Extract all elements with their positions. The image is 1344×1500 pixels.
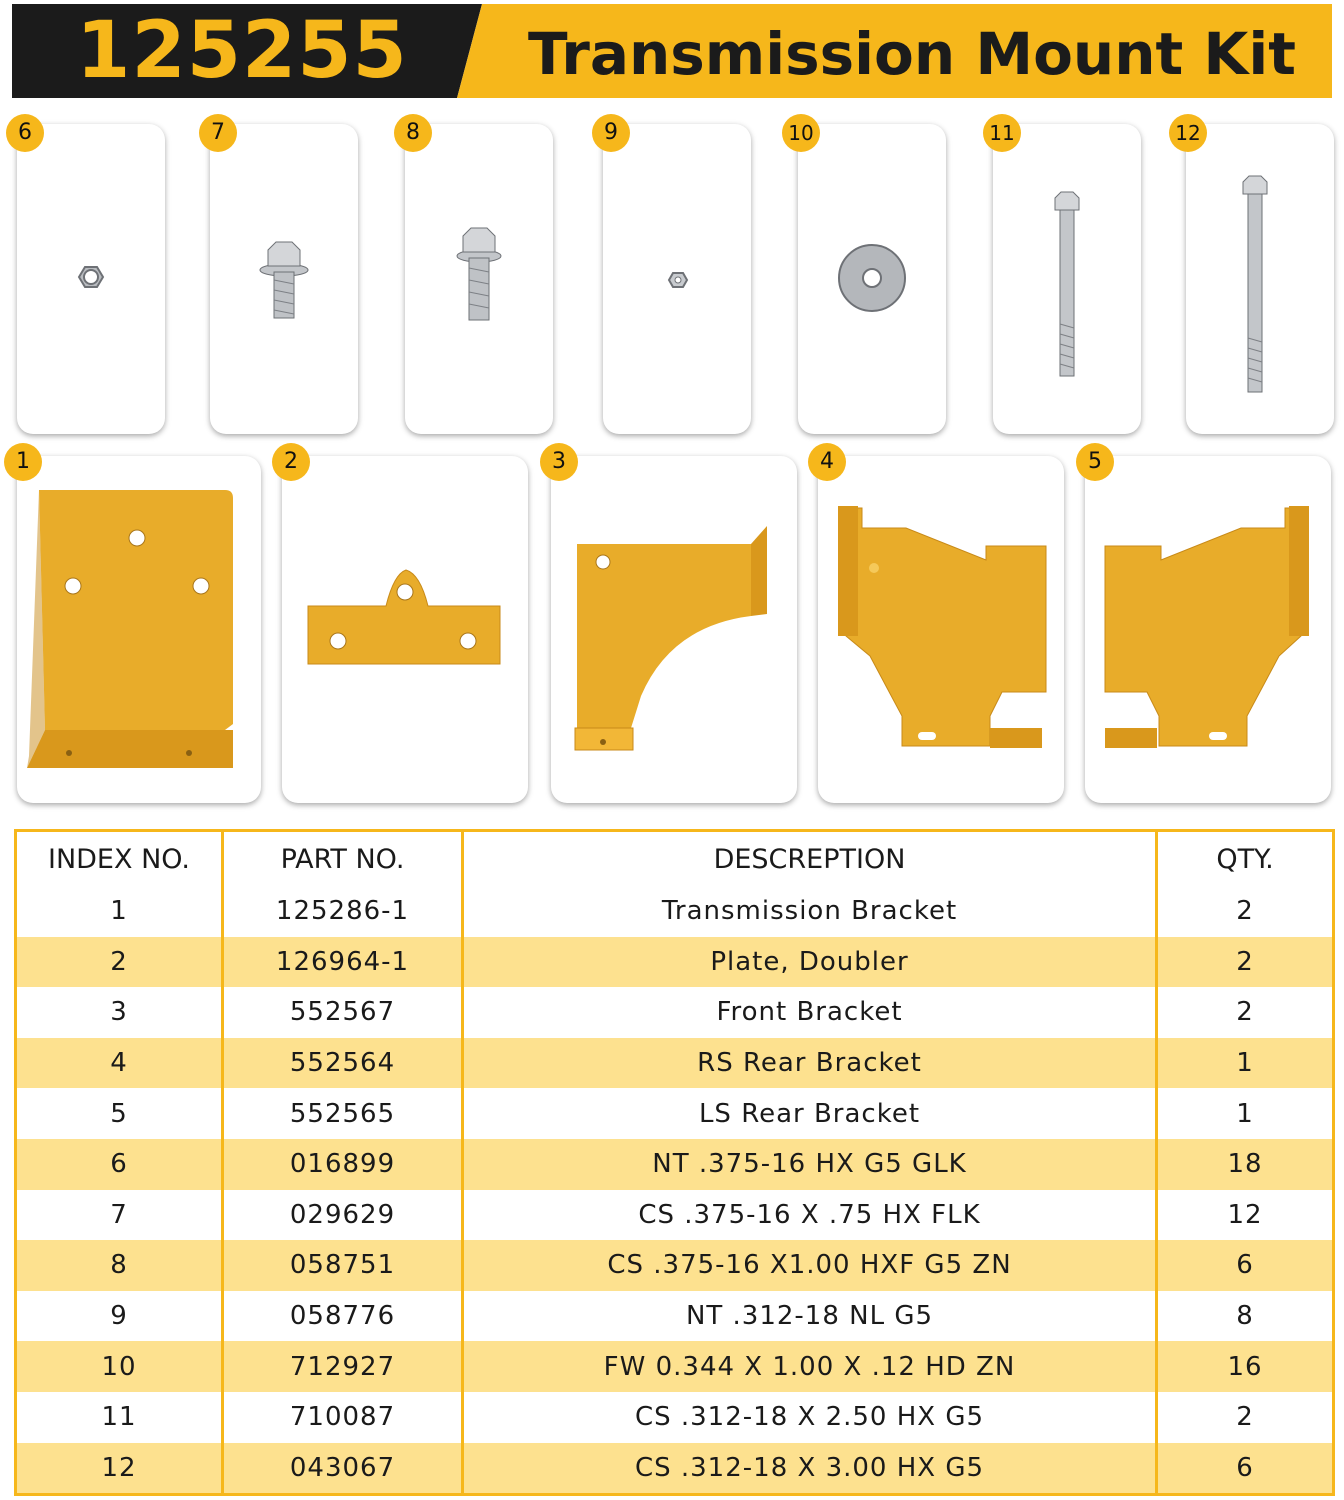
rs-rear-bracket-icon — [818, 456, 1064, 803]
table-row — [16, 1139, 1334, 1190]
cell-qty: 6 — [1157, 1240, 1334, 1291]
table-row — [16, 886, 1334, 937]
bracket-card-5 — [1085, 456, 1331, 803]
cell-description: CS .375-16 X .75 HX FLK — [463, 1190, 1157, 1241]
index-badge-12: 12 — [1169, 114, 1207, 152]
cell-qty: 2 — [1157, 886, 1334, 937]
cell-part-no: 712927 — [223, 1341, 463, 1392]
bracket-card-1 — [17, 456, 261, 803]
header-qty: QTY. — [1157, 831, 1334, 887]
index-badge-4: 4 — [808, 443, 846, 481]
cell-index: 8 — [16, 1240, 223, 1291]
cell-part-no: 552564 — [223, 1038, 463, 1089]
cell-description: FW 0.344 X 1.00 X .12 HD ZN — [463, 1341, 1157, 1392]
table-row — [16, 937, 1334, 988]
cell-description: NT .312-18 NL G5 — [463, 1291, 1157, 1342]
cell-index: 2 — [16, 937, 223, 988]
cell-index: 12 — [16, 1443, 223, 1495]
bracket-card-3 — [551, 456, 797, 803]
index-badge-6: 6 — [6, 114, 44, 152]
flange-bolt-icon — [405, 124, 553, 434]
header-index-no: INDEX NO. — [16, 831, 223, 887]
table-row — [16, 1038, 1334, 1089]
header-description: DESCREPTION — [463, 831, 1157, 887]
index-badge-8: 8 — [394, 114, 432, 152]
table-row — [16, 1443, 1334, 1495]
cell-qty: 8 — [1157, 1291, 1334, 1342]
index-badge-7: 7 — [199, 114, 237, 152]
bracket-card-2 — [282, 456, 528, 803]
cell-part-no: 043067 — [223, 1443, 463, 1495]
index-badge-10: 10 — [782, 114, 820, 152]
cell-part-no: 058776 — [223, 1291, 463, 1342]
index-badge-3: 3 — [540, 443, 578, 481]
cell-index: 4 — [16, 1038, 223, 1089]
transmission-bracket-icon — [17, 456, 261, 803]
cell-description: CS .312-18 X 2.50 HX G5 — [463, 1392, 1157, 1443]
long-bolt-icon — [993, 124, 1141, 434]
hardware-card-6 — [17, 124, 165, 434]
table-row — [16, 1240, 1334, 1291]
cell-index: 1 — [16, 886, 223, 937]
cell-qty: 1 — [1157, 1088, 1334, 1139]
table-row — [16, 1392, 1334, 1443]
bracket-card-4 — [818, 456, 1064, 803]
cell-description: LS Rear Bracket — [463, 1088, 1157, 1139]
cell-part-no: 710087 — [223, 1392, 463, 1443]
cell-description: RS Rear Bracket — [463, 1038, 1157, 1089]
parts-table — [14, 829, 1335, 1496]
kit-part-number: 125255 — [76, 6, 408, 96]
table-row — [16, 1341, 1334, 1392]
table-row — [16, 1088, 1334, 1139]
cell-index: 11 — [16, 1392, 223, 1443]
hardware-card-8 — [405, 124, 553, 434]
index-badge-9: 9 — [592, 114, 630, 152]
cell-description: CS .312-18 X 3.00 HX G5 — [463, 1443, 1157, 1495]
hardware-card-12 — [1186, 124, 1334, 434]
hardware-card-10 — [798, 124, 946, 434]
cell-part-no: 029629 — [223, 1190, 463, 1241]
cell-part-no: 126964-1 — [223, 937, 463, 988]
hardware-card-9 — [603, 124, 751, 434]
cell-index: 10 — [16, 1341, 223, 1392]
cell-description: Front Bracket — [463, 987, 1157, 1038]
index-badge-11: 11 — [983, 114, 1021, 152]
cell-part-no: 552567 — [223, 987, 463, 1038]
cell-part-no: 058751 — [223, 1240, 463, 1291]
hardware-card-7 — [210, 124, 358, 434]
table-header-row — [16, 831, 1334, 887]
front-bracket-icon — [551, 456, 797, 803]
cell-part-no: 125286-1 — [223, 886, 463, 937]
cell-index: 3 — [16, 987, 223, 1038]
cell-description: NT .375-16 HX G5 GLK — [463, 1139, 1157, 1190]
cell-index: 5 — [16, 1088, 223, 1139]
cell-description: Transmission Bracket — [463, 886, 1157, 937]
cell-qty: 2 — [1157, 937, 1334, 988]
cell-qty: 18 — [1157, 1139, 1334, 1190]
table-row — [16, 1190, 1334, 1241]
cell-qty: 6 — [1157, 1443, 1334, 1495]
cell-description: Plate, Doubler — [463, 937, 1157, 988]
cell-part-no: 016899 — [223, 1139, 463, 1190]
cell-index: 7 — [16, 1190, 223, 1241]
index-badge-1: 1 — [4, 443, 42, 481]
header-part-no: PART NO. — [223, 831, 463, 887]
long-bolt-icon — [1186, 124, 1334, 434]
flat-washer-icon — [798, 124, 946, 434]
cell-qty: 16 — [1157, 1341, 1334, 1392]
small-nut-icon — [603, 124, 751, 434]
index-badge-2: 2 — [272, 443, 310, 481]
cell-description: CS .375-16 X1.00 HXF G5 ZN — [463, 1240, 1157, 1291]
hex-nut-icon — [17, 124, 165, 434]
table-row — [16, 1291, 1334, 1342]
kit-title: Transmission Mount Kit — [528, 20, 1296, 88]
title-banner — [12, 4, 1332, 98]
doubler-plate-icon — [282, 456, 528, 803]
cell-index: 9 — [16, 1291, 223, 1342]
cell-index: 6 — [16, 1139, 223, 1190]
cell-qty: 2 — [1157, 1392, 1334, 1443]
cell-qty: 1 — [1157, 1038, 1334, 1089]
cell-qty: 12 — [1157, 1190, 1334, 1241]
table-row — [16, 987, 1334, 1038]
flange-bolt-icon — [210, 124, 358, 434]
hardware-card-11 — [993, 124, 1141, 434]
ls-rear-bracket-icon — [1085, 456, 1331, 803]
cell-part-no: 552565 — [223, 1088, 463, 1139]
index-badge-5: 5 — [1076, 443, 1114, 481]
cell-qty: 2 — [1157, 987, 1334, 1038]
